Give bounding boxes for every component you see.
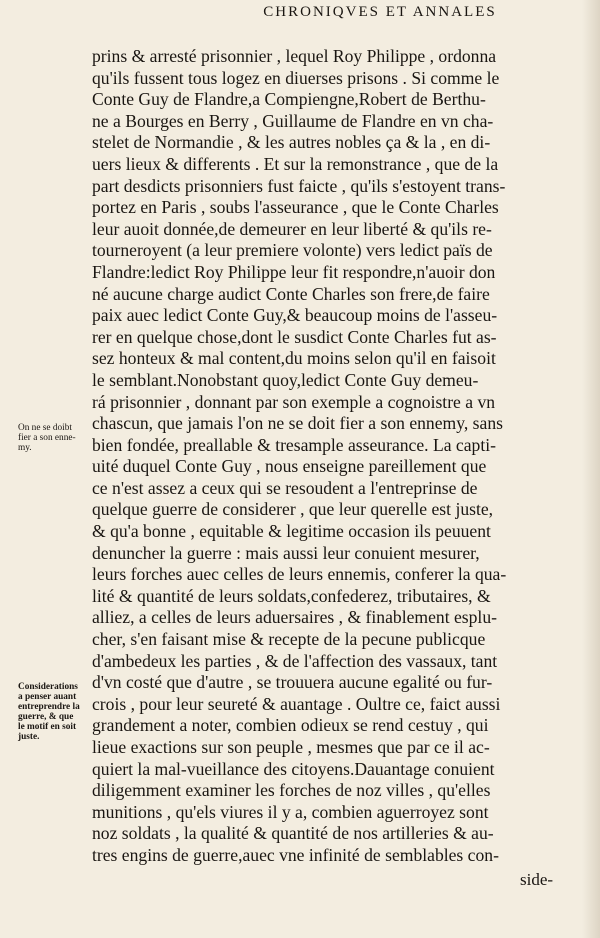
- text-line: stelet de Normandie , & les autres nobles ça & la , en di-: [92, 132, 491, 153]
- text-line: né aucune charge audict Conte Charles son frere,de faire: [92, 283, 490, 304]
- text-line: portez en Paris , soubs l'asseurance , que le Conte Charles: [92, 197, 499, 218]
- text-line: paix auec ledict Conte Guy,& beaucoup moins de l'asseu-: [92, 305, 498, 326]
- text-line: cher, s'en faisant mise & recepte de la pecune publicque: [92, 629, 486, 650]
- text-line: diligemment examiner les forches de noz villes , qu'elles: [92, 780, 491, 801]
- margin-note-line: my.: [18, 443, 32, 453]
- text-line: chascun, que jamais l'on ne se doit fier a son ennemy, sans: [92, 413, 503, 434]
- running-head: CHRONIQVES ET ANNALES: [263, 4, 497, 20]
- text-line: uité duquel Conte Guy , nous enseigne pareillement que: [92, 456, 487, 477]
- text-line: noz soldats , la qualité & quantité de nos artilleries & au-: [92, 823, 494, 844]
- margin-note-trust: [18, 423, 98, 453]
- text-line: d'vn costé que d'autre , se trouuera aucune egalité ou fur-: [92, 672, 493, 693]
- margin-note-line: le motif en soit: [18, 722, 77, 732]
- text-line: tourneroyent (a leur premiere volonte) vers ledict païs de: [92, 240, 493, 261]
- text-line: ce n'est assez a ceux qui se resoudent a l'entreprinse de: [92, 477, 478, 498]
- text-line: rá prisonnier , donnant par son exemple a cognoistre a vn: [92, 391, 496, 412]
- text-line: crois , pour leur seureté & auantage . Oultre ce, faict aussi: [92, 693, 501, 714]
- text-line: d'ambedeux les parties , & de l'affection des vassaux, tant: [92, 650, 498, 671]
- text-line: le semblant.Nonobstant quoy,ledict Conte Guy demeu-: [92, 369, 479, 390]
- text-line: Flandre:ledict Roy Philippe leur fit respondre,n'auoir don: [92, 261, 496, 282]
- text-line: bien fondée, preallable & tresample asseurance. La capti-: [92, 434, 496, 455]
- text-line: part desdicts prisonniers fust faicte , qu'ils s'estoyent trans-: [92, 175, 506, 196]
- text-line: tres engins de guerre,auec vne infinité de semblables con-: [92, 844, 499, 865]
- text-line: prins & arresté prisonnier , lequel Roy Philippe , ordonna: [92, 46, 497, 66]
- margin-note-war: [18, 682, 98, 742]
- text-line: quiert la mal-vueillance des citoyens.Dauantage conuient: [92, 758, 495, 779]
- text-line: quelque guerre de considerer , que leur querelle est juste,: [92, 499, 494, 520]
- text-line: uers lieux & differents . Et sur la remonstrance , que de la: [92, 153, 499, 174]
- main-text-block: [92, 46, 562, 867]
- text-line: ne a Bourges en Berry , Guillaume de Flandre en vn cha-: [92, 110, 494, 131]
- text-line: lieue exactions sur son peuple , mesmes que par ce il ac-: [92, 737, 490, 757]
- text-line: lité & quantité de leurs soldats,confederez, tributaires, &: [92, 585, 491, 606]
- margin-note-line: Considerations: [18, 682, 78, 692]
- margin-note-line: fier a son enne-: [18, 433, 76, 443]
- text-line: & qu'a bonne , equitable & legitime occasion ils peuuent: [92, 521, 491, 542]
- margin-note-line: entreprendre la: [18, 702, 80, 712]
- text-line: sez honteux & mal content,du moins selon qu'il en faisoit: [92, 348, 496, 369]
- margin-note-line: juste.: [18, 732, 40, 742]
- text-line: munitions , qu'els viures il y a, combien aguerroyez sont: [92, 801, 489, 822]
- margin-note-line: On ne se doibt: [18, 423, 72, 433]
- text-line: alliez, a celles de leurs aduersaires , & finablement esplu-: [92, 607, 497, 628]
- margin-note-line: a penser auant: [18, 692, 77, 702]
- text-line: Conte Guy de Flandre,a Compiengne,Robert de Berthu-: [92, 89, 486, 110]
- catchword: side-: [520, 870, 554, 889]
- text-line: rer en quelque chose,dont le susdict Conte Charles fut as-: [92, 326, 497, 347]
- text-line: grandement a noter, combien odieux se rend cestuy , qui: [92, 715, 489, 736]
- text-line: denuncher la guerre : mais aussi leur conuient mesurer,: [92, 542, 480, 563]
- text-line: leurs forches auec celles de leurs ennemis, conferer la qua-: [92, 564, 507, 585]
- text-line: qu'ils fussent tous logez en diuerses prisons . Si comme le: [92, 67, 500, 88]
- margin-note-line: guerre, & que: [18, 712, 74, 722]
- text-line: leur auoit donnée,de demeurer en leur liberté & qu'ils re-: [92, 218, 492, 239]
